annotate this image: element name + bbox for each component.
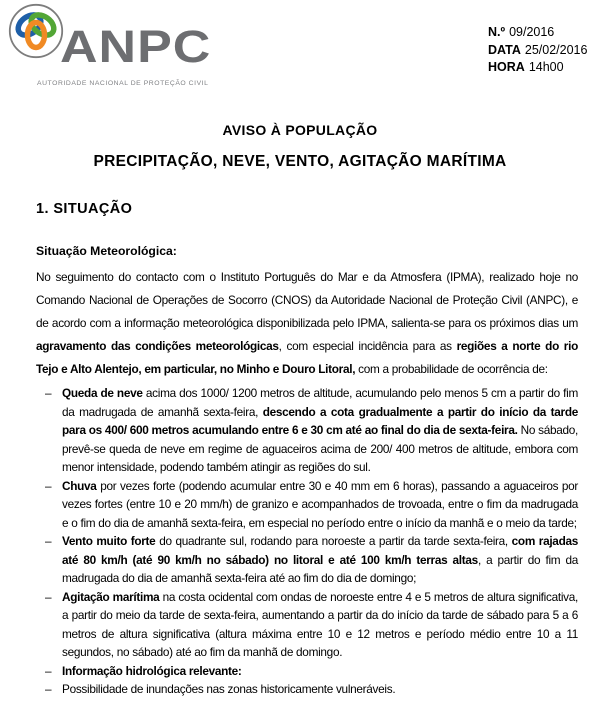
dash-bullet: – [45, 534, 52, 548]
text-run: do quadrante sul, rodando para noroeste a partir da tarde sexta-feira, [155, 534, 512, 548]
bold-text-run: Vento muito forte [62, 534, 156, 548]
meta-date-label: DATA [488, 42, 521, 57]
meta-date-value: 25/02/2016 [524, 42, 588, 57]
dash-bullet: – [45, 386, 52, 400]
dash-bullet: – [45, 478, 52, 493]
dash-bullet: – [45, 663, 52, 678]
bold-text-run: Queda de neve [62, 386, 143, 400]
bold-text-run: Chuva [62, 478, 97, 493]
bullet-list [36, 384, 578, 699]
list-item-text [62, 477, 578, 533]
bold-text-run: com rajadas até 80 km/h (até 90 km/h no sábado) no litoral e até 100 km/h terras altas [62, 534, 578, 567]
meta-hour-value: 14h00 [528, 60, 564, 74]
section-heading: 1. SITUAÇÃO [36, 201, 133, 217]
subsection-heading: Situação Meteorológica: [36, 244, 177, 258]
meta-date [488, 42, 587, 60]
meta-number [488, 24, 587, 42]
list-item-text [62, 532, 578, 588]
subject-title: PRECIPITAÇÃO, NEVE, VENTO, AGITAÇÃO MARÍTIMA [93, 153, 507, 170]
meta-number-value: 09/2016 [509, 25, 555, 39]
intro-paragraph [36, 266, 578, 381]
meta-hour-label: HORA [488, 60, 525, 74]
brand-tagline: AUTORIDADE NACIONAL DE PROTEÇÃO CIVIL [37, 80, 209, 87]
dash-bullet: – [45, 589, 52, 604]
text-run: Possibilidade de inundações nas zonas historicamente vulneráveis. [62, 682, 396, 696]
list-item [36, 680, 578, 699]
list-item [36, 477, 578, 533]
dash-bullet: – [45, 682, 52, 696]
bold-text-run: Informação hidrológica relevante: [62, 663, 242, 678]
bold-text-run: agravamento das condições meteorológicas [36, 339, 279, 353]
meta-hour [488, 59, 587, 77]
brand-name: ANPC [60, 21, 212, 73]
text-run: com a probabilidade de ocorrência de: [355, 362, 548, 376]
bold-text-run: Agitação marítima [62, 589, 160, 604]
text-run: , com especial incidência para as [278, 339, 457, 353]
document-meta [488, 24, 587, 77]
bold-text-run: regiões a norte do rio Tejo e Alto Alentejo, em particular, no Minho e Douro Litoral, [36, 339, 578, 376]
list-item-text [62, 662, 578, 681]
text-run: por vezes forte (podendo acumular entre 30 e 40 mm em 6 horas), passando a aguaceiros por vezes fortes (entre 10 e 20 mm/h) de granizo e acompanhados de trovoada, entre o fim da madrugada e o fim do dia de amanhã sexta-feira, em especial no período entre o início da manhã e o meio da tarde; [62, 478, 578, 530]
list-item-text [62, 384, 578, 477]
text-run: No seguimento do contacto com o Instituto Português do Mar e da Atmosfera (IPMA), realizado hoje no Comando Nacional de Operações de Socorro (CNOS) da Autoridade Nacional de Proteção Civil (ANPC), e de acordo com a informação meteorológica disponibilizada pelo IPMA, salienta-se para os próximos dias um [36, 270, 578, 330]
header [0, 0, 600, 92]
list-item [36, 532, 578, 588]
doc-type-title: AVISO À POPULAÇÃO [222, 122, 378, 138]
meta-number-label: N.º [488, 25, 506, 39]
list-item-text [62, 680, 578, 699]
list-item-text [62, 588, 578, 662]
list-item [36, 588, 578, 662]
text-run: na costa ocidental com ondas de noroeste entre 4 e 5 metros de altura significativa, a partir do meio da tarde de sexta-feira, aumentando a partir da do início da tarde de sábado para 5 a 6 metros de altura significativa (altura máxima entre 10 e 12 metros e período médio entre 10 a 11 segundos, no sábado) até ao fim da manhã de domingo. [62, 589, 578, 659]
text-run: acima dos 1000/ 1200 metros de altitude, acumulando pelo menos 5 cm a partir do fim da madrugada de amanhã sexta-feira, [62, 386, 578, 419]
list-item [36, 384, 578, 477]
list-item [36, 662, 578, 681]
anpc-rings-icon [8, 3, 64, 59]
text-run: , a partir do fim da madrugada do dia de amanhã sexta-feira até ao fim do dia de domingo; [62, 552, 578, 585]
text-run: No sábado, prevê-se queda de neve em regime de aguaceiros acima de 200/ 400 metros de altitude, embora com menor intensidade, podendo também atingir as regiões do sul. [62, 423, 578, 474]
bold-text-run: descendo a cota gradualmente a partir do início da tarde para os 400/ 600 metros acumulando entre 6 e 30 cm até ao final do dia de sexta-feira. [62, 404, 578, 437]
